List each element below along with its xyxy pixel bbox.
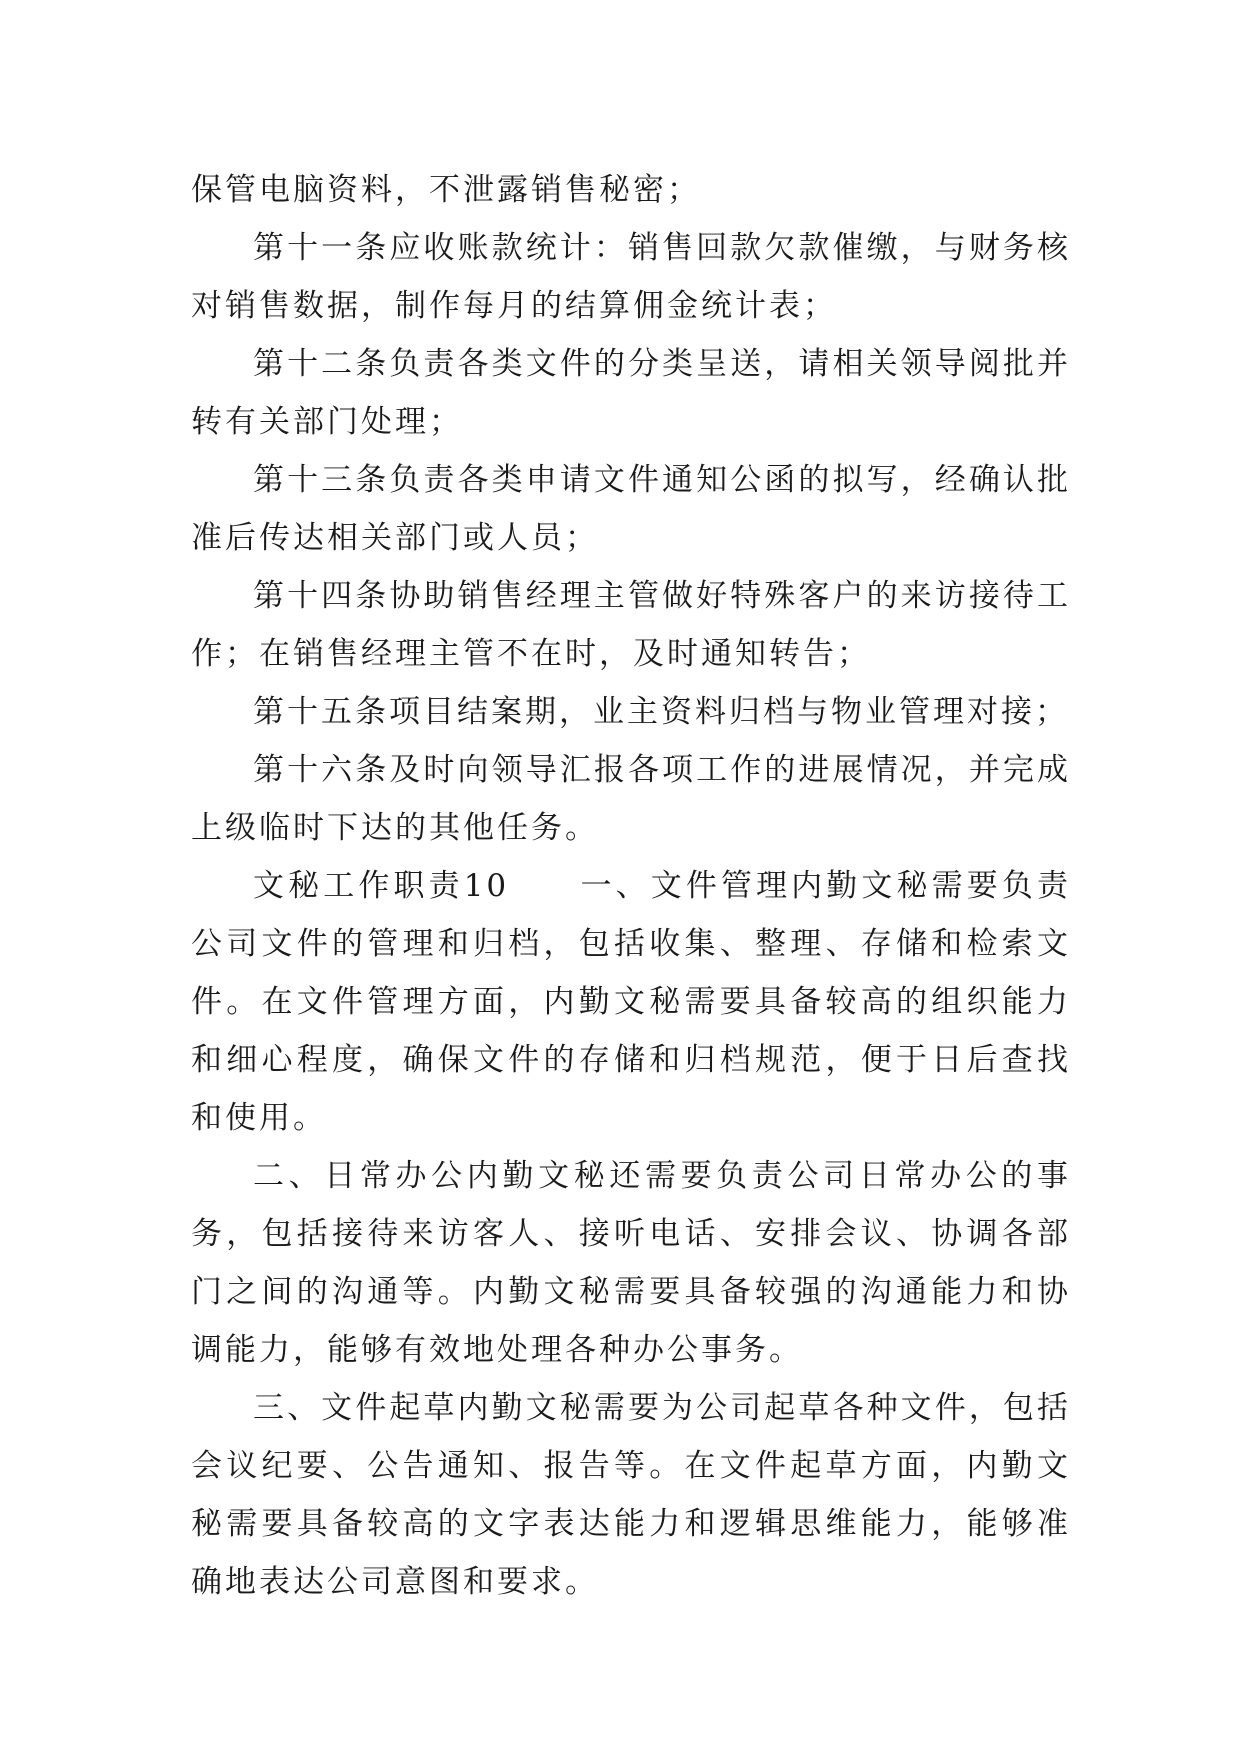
paragraph: 二、日常办公内勤文秘还需要负责公司日常办公的事务，包括接待来访客人、接听电话、安排会议、协调各部门之间的沟通等。内勤文秘需要具备较强的沟通能力和协调能力，能够有效地处理各种办公事务。 bbox=[191, 1158, 1071, 1368]
paragraph: 文秘工作职责10 一、文件管理内勤文秘需要负责公司文件的管理和归档，包括收集、整理、存储和检索文件。在文件管理方面，内勤文秘需要具备较高的组织能力和细心程度，确保文件的存储和归档规范，便于日后查找和使用。 bbox=[191, 868, 1071, 1136]
document-body bbox=[191, 161, 1071, 1611]
paragraph: 第十二条负责各类文件的分类呈送，请相关领导阅批并转有关部门处理； bbox=[191, 346, 1071, 440]
paragraph: 第十五条项目结案期，业主资料归档与物业管理对接； bbox=[253, 694, 1069, 730]
paragraph: 三、文件起草内勤文秘需要为公司起草各种文件，包括会议纪要、公告通知、报告等。在文件起草方面，内勤文秘需要具备较高的文字表达能力和逻辑思维能力，能够准确地表达公司意图和要求。 bbox=[191, 1390, 1071, 1600]
paragraph: 保管电脑资料，不泄露销售秘密； bbox=[191, 172, 701, 208]
paragraph: 第十一条应收账款统计：销售回款欠款催缴，与财务核对销售数据，制作每月的结算佣金统计表； bbox=[191, 230, 1071, 324]
paragraph: 第十六条及时向领导汇报各项工作的进展情况，并完成上级临时下达的其他任务。 bbox=[191, 752, 1071, 846]
paragraph: 第十四条协助销售经理主管做好特殊客户的来访接待工作；在销售经理主管不在时，及时通知转告； bbox=[191, 578, 1071, 672]
paragraph: 第十三条负责各类申请文件通知公函的拟写，经确认批准后传达相关部门或人员； bbox=[191, 462, 1071, 556]
